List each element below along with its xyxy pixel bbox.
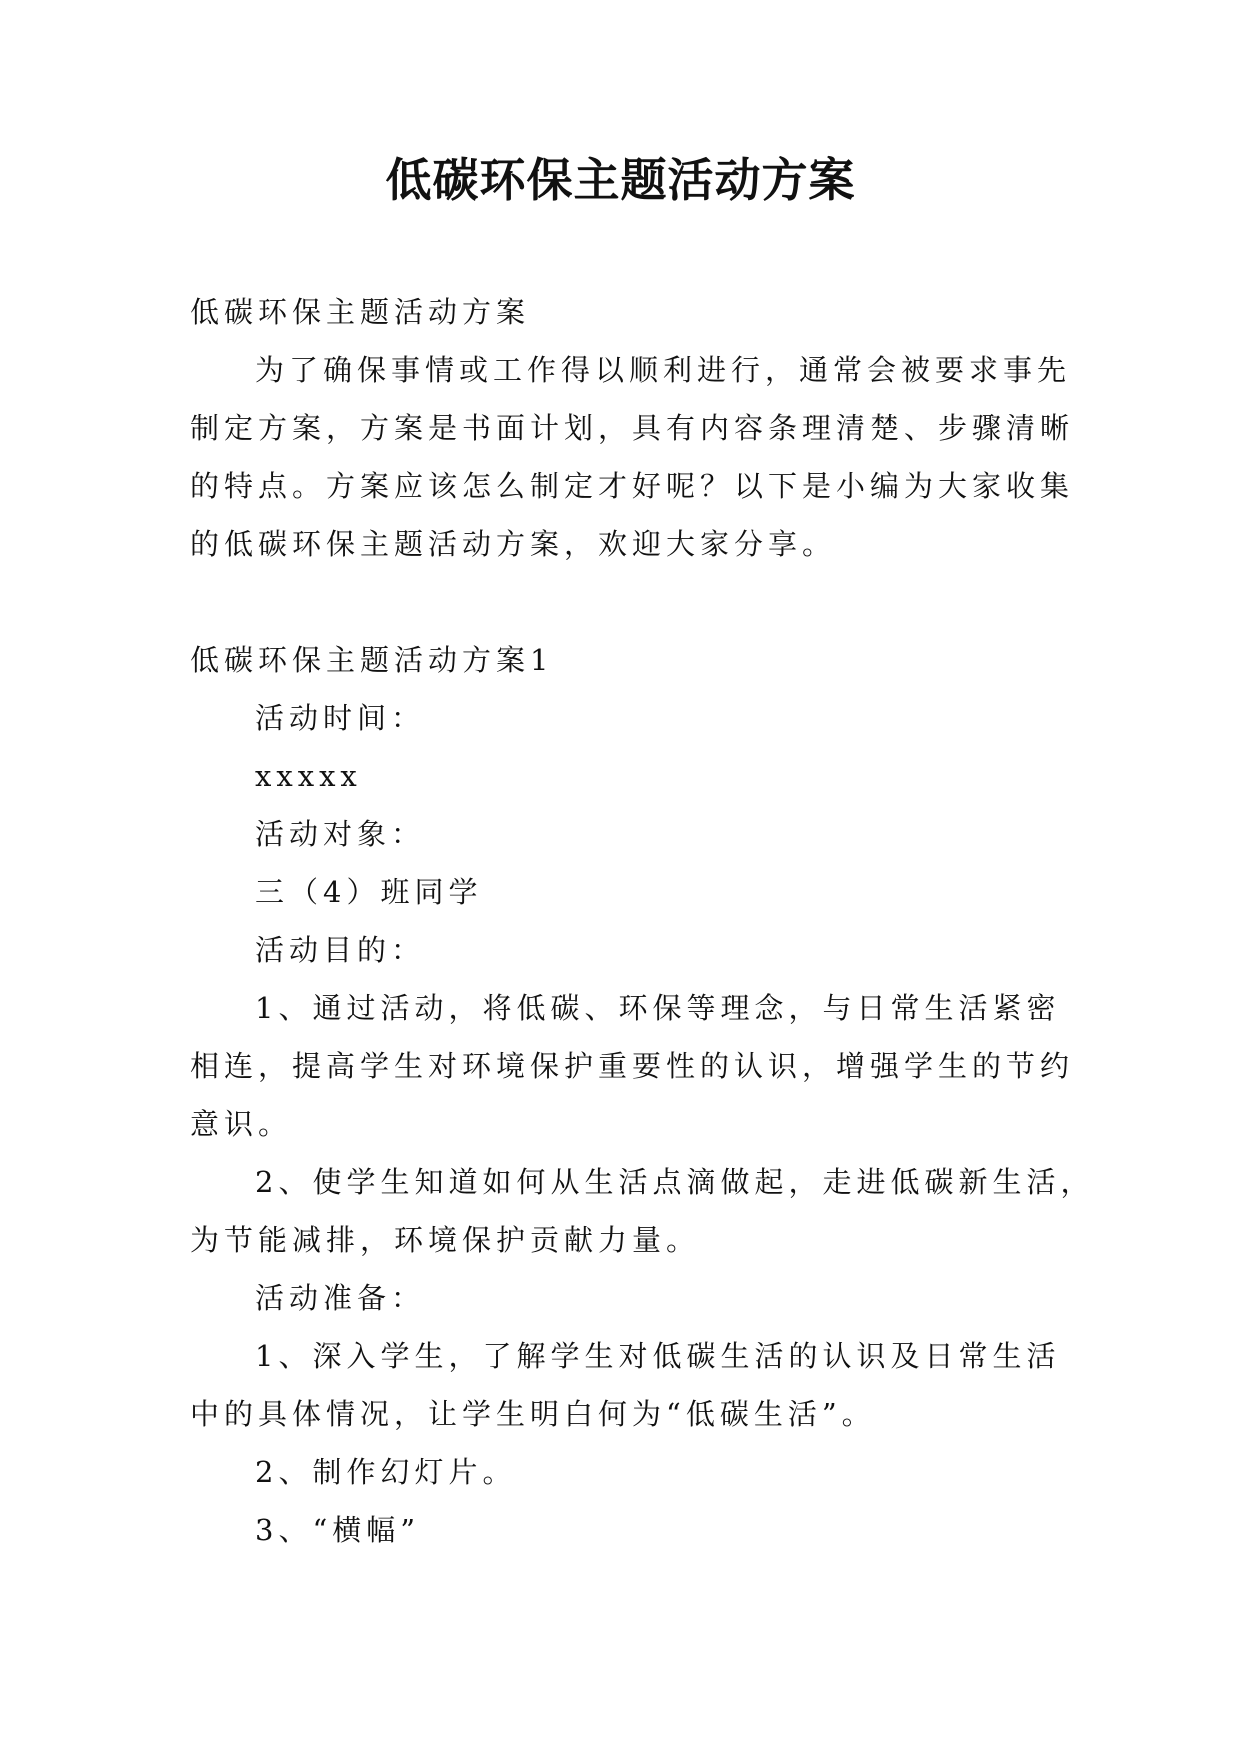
doc-line: 活动准备： <box>255 1281 426 1315</box>
doc-line: 意识。 <box>190 1107 293 1141</box>
doc-line: 三（4）班同学 <box>255 875 483 909</box>
doc-line: 活动时间： <box>255 701 426 735</box>
doc-line: 的特点。方案应该怎么制定才好呢？以下是小编为大家收集 <box>190 469 1075 503</box>
doc-line: 活动对象： <box>255 817 426 851</box>
doc-line: xxxxx <box>255 759 362 793</box>
doc-line: 为了确保事情或工作得以顺利进行，通常会被要求事先 <box>255 353 1072 387</box>
doc-line: 低碳环保主题活动方案 <box>190 295 531 329</box>
doc-line: 1、通过活动，将低碳、环保等理念，与日常生活紧密 <box>255 991 1061 1025</box>
doc-line: 的低碳环保主题活动方案，欢迎大家分享。 <box>190 527 837 561</box>
doc-line: 活动目的： <box>255 933 426 967</box>
doc-line: 相连，提高学生对环境保护重要性的认识，增强学生的节约 <box>190 1049 1075 1083</box>
doc-line: 低碳环保主题活动方案1 <box>190 643 554 677</box>
doc-line: 为节能减排，环境保护贡献力量。 <box>190 1223 701 1257</box>
doc-line: 2、使学生知道如何从生活点滴做起，走进低碳新生活， <box>255 1165 1095 1199</box>
document-title: 低碳环保主题活动方案 <box>385 153 856 207</box>
doc-line: 2、制作幻灯片。 <box>255 1455 517 1489</box>
doc-line: 制定方案，方案是书面计划，具有内容条理清楚、步骤清晰 <box>190 411 1075 445</box>
doc-line: 中的具体情况，让学生明白何为“低碳生活”。 <box>190 1397 876 1431</box>
doc-line: 1、深入学生，了解学生对低碳生活的认识及日常生活 <box>255 1339 1061 1373</box>
doc-line: 3、“横幅” <box>255 1513 421 1547</box>
